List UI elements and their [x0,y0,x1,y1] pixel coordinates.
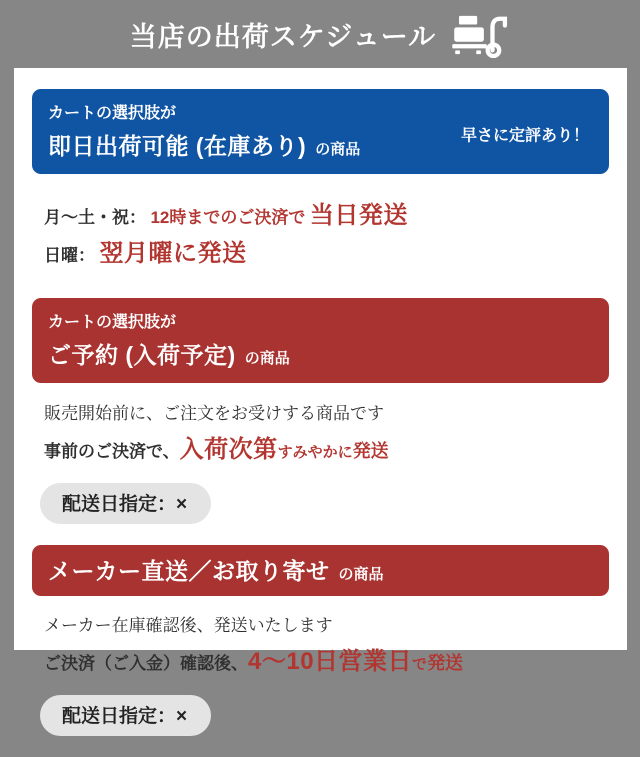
preorder-prefix: 事前のご決済で、 [44,442,180,461]
header-small-label: カートの選択肢が [48,105,177,122]
preorder-tail: 発送 [352,441,389,461]
content-panel [14,68,627,727]
section-header-preorder [32,298,609,383]
preorder-shipping-line [44,433,609,470]
header-small-label: カートの選択肢が [48,314,177,331]
preorder-mid: すみやかに [277,444,353,461]
delivery-date-badge: 配送日指定：× [40,695,211,736]
direct-shipping-line [44,645,609,682]
section-header-direct [32,545,609,596]
delivery-date-badge: 配送日指定：× [40,483,211,524]
header-suffix-label: の商品 [315,141,361,158]
page-title: 当店の出荷スケジュール [129,21,437,52]
hand-truck-icon [452,14,510,58]
direct-note: メーカー在庫確認後、発送いたします [44,616,333,635]
direct-highlight: 4〜10日営業日 [248,648,413,675]
header-big-label: ご予約 (入荷予定) [48,342,236,368]
section-header-in-stock [32,89,609,174]
direct-mid: で [412,656,428,673]
weekday-result: 当日発送 [309,202,408,229]
header-big-label: 即日出荷可能 (在庫あり) [48,133,307,159]
sunday-shipping-line [44,236,609,274]
sunday-result: 翌月曜に発送 [99,240,247,267]
direct-prefix: ご決済（ご入金）確認後、 [44,654,248,673]
speed-reputation-badge: 早さに定評あり！ [460,126,589,144]
direct-tail: 発送 [427,653,464,673]
sunday-prefix: 日曜： [44,246,95,265]
weekday-condition: 12時までのご決済で [150,208,306,227]
header-big-label: メーカー直送／お取り寄せ [48,558,330,584]
preorder-highlight: 入荷次第 [179,436,278,463]
in-stock-shipping-details [44,198,609,274]
preorder-note: 販売開始前に、ご注文をお受けする商品です [44,404,384,423]
header-suffix-label: の商品 [338,566,384,583]
weekday-prefix: 月〜土・祝： [44,208,146,227]
title-bar [0,0,640,68]
header-suffix-label: の商品 [244,350,290,367]
weekday-shipping-line [44,198,609,236]
